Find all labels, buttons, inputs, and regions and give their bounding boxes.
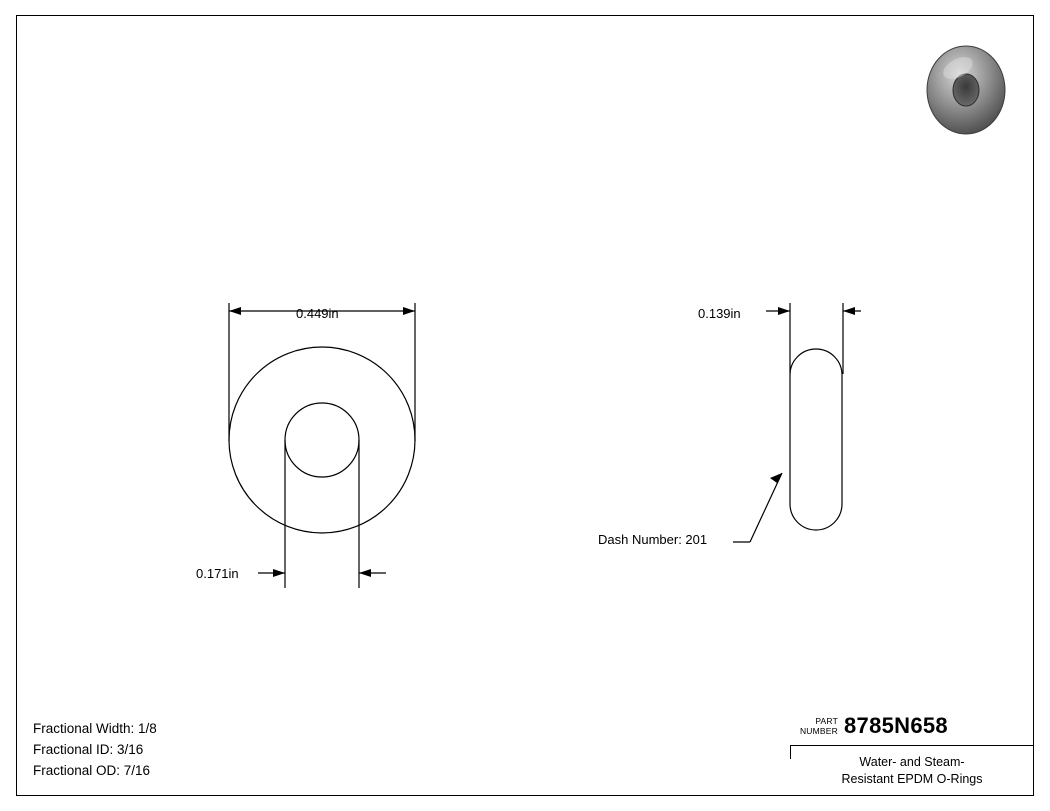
od-dimension-label: 0.449in [296,306,339,321]
title-block-divider [790,745,791,759]
product-description [790,746,1034,796]
front-view-inner-circle [285,403,359,477]
description-line-1: Water- and Steam- [859,755,965,769]
part-number-label: PART NUMBER [799,716,838,736]
dash-number-label: Dash Number: 201 [598,532,708,547]
spec-fractional-od: Fractional OD: 7/16 [33,763,151,778]
title-block-part-row [790,707,1034,746]
part-number-value: 8785N658 [844,713,948,738]
specification-list [33,718,157,781]
id-dimension-label: 0.171in [196,566,239,581]
title-block [790,707,1034,796]
spec-fractional-id: Fractional ID: 3/16 [33,742,144,757]
description-line-2: Resistant EPDM O-Rings [841,772,983,786]
spec-fractional-width: Fractional Width: 1/8 [33,721,157,736]
front-view-outer-circle [229,347,415,533]
side-width-dimension-label: 0.139in [698,306,741,321]
side-view-profile [790,349,842,530]
